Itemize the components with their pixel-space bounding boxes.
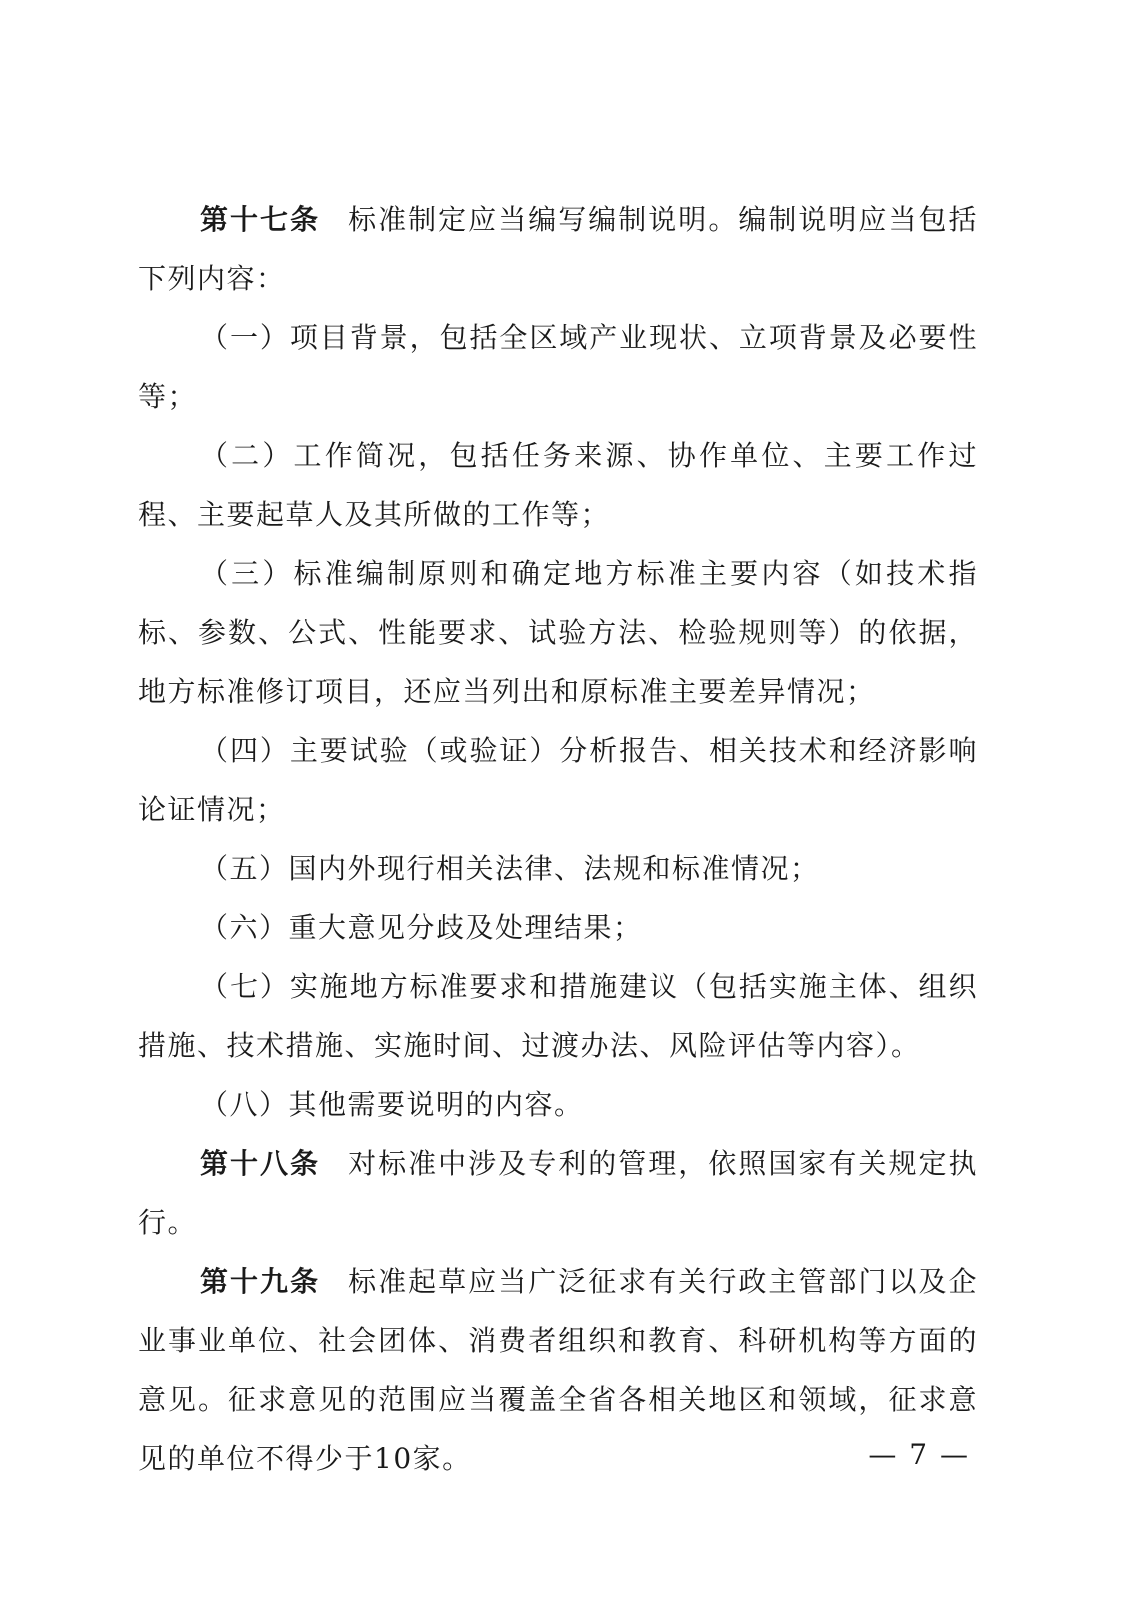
article-19	[138, 1252, 978, 1488]
article-19-number: 第十九条	[200, 1265, 321, 1298]
article-18-text: 对标准中涉及专利的管理，依照国家有关规定执行。	[138, 1147, 978, 1239]
article-17-text: 标准制定应当编写编制说明。编制说明应当包括下列内容：	[138, 203, 978, 295]
list-item-8: （八）其他需要说明的内容。	[200, 1088, 584, 1121]
article-18-number: 第十八条	[200, 1147, 321, 1180]
list-item-1: （一）项目背景，包括全区域产业现状、立项背景及必要性等；	[138, 321, 978, 413]
list-item-6: （六）重大意见分歧及处理结果；	[200, 911, 643, 944]
article-17	[138, 190, 978, 308]
list-item-5: （五）国内外现行相关法律、法规和标准情况；	[200, 852, 820, 885]
document-body	[138, 190, 978, 1488]
page-number: — 7 —	[868, 1438, 970, 1471]
article-17-number: 第十七条	[200, 203, 321, 236]
article-18	[138, 1134, 978, 1252]
list-item-4: （四）主要试验（或验证）分析报告、相关技术和经济影响论证情况；	[138, 734, 978, 826]
list-item-3: （三）标准编制原则和确定地方标准主要内容（如技术指标、参数、公式、性能要求、试验方法、检验规则等）的依据，地方标准修订项目，还应当列出和原标准主要差异情况；	[138, 557, 978, 708]
list-item-7: （七）实施地方标准要求和措施建议（包括实施主体、组织措施、技术措施、实施时间、过渡办法、风险评估等内容）。	[138, 970, 978, 1062]
article-19-text: 标准起草应当广泛征求有关行政主管部门以及企业事业单位、社会团体、消费者组织和教育、科研机构等方面的意见。征求意见的范围应当覆盖全省各相关地区和领域，征求意见的单位不得少于10家。	[138, 1265, 978, 1475]
list-item-2: （二）工作简况，包括任务来源、协作单位、主要工作过程、主要起草人及其所做的工作等；	[138, 439, 978, 531]
